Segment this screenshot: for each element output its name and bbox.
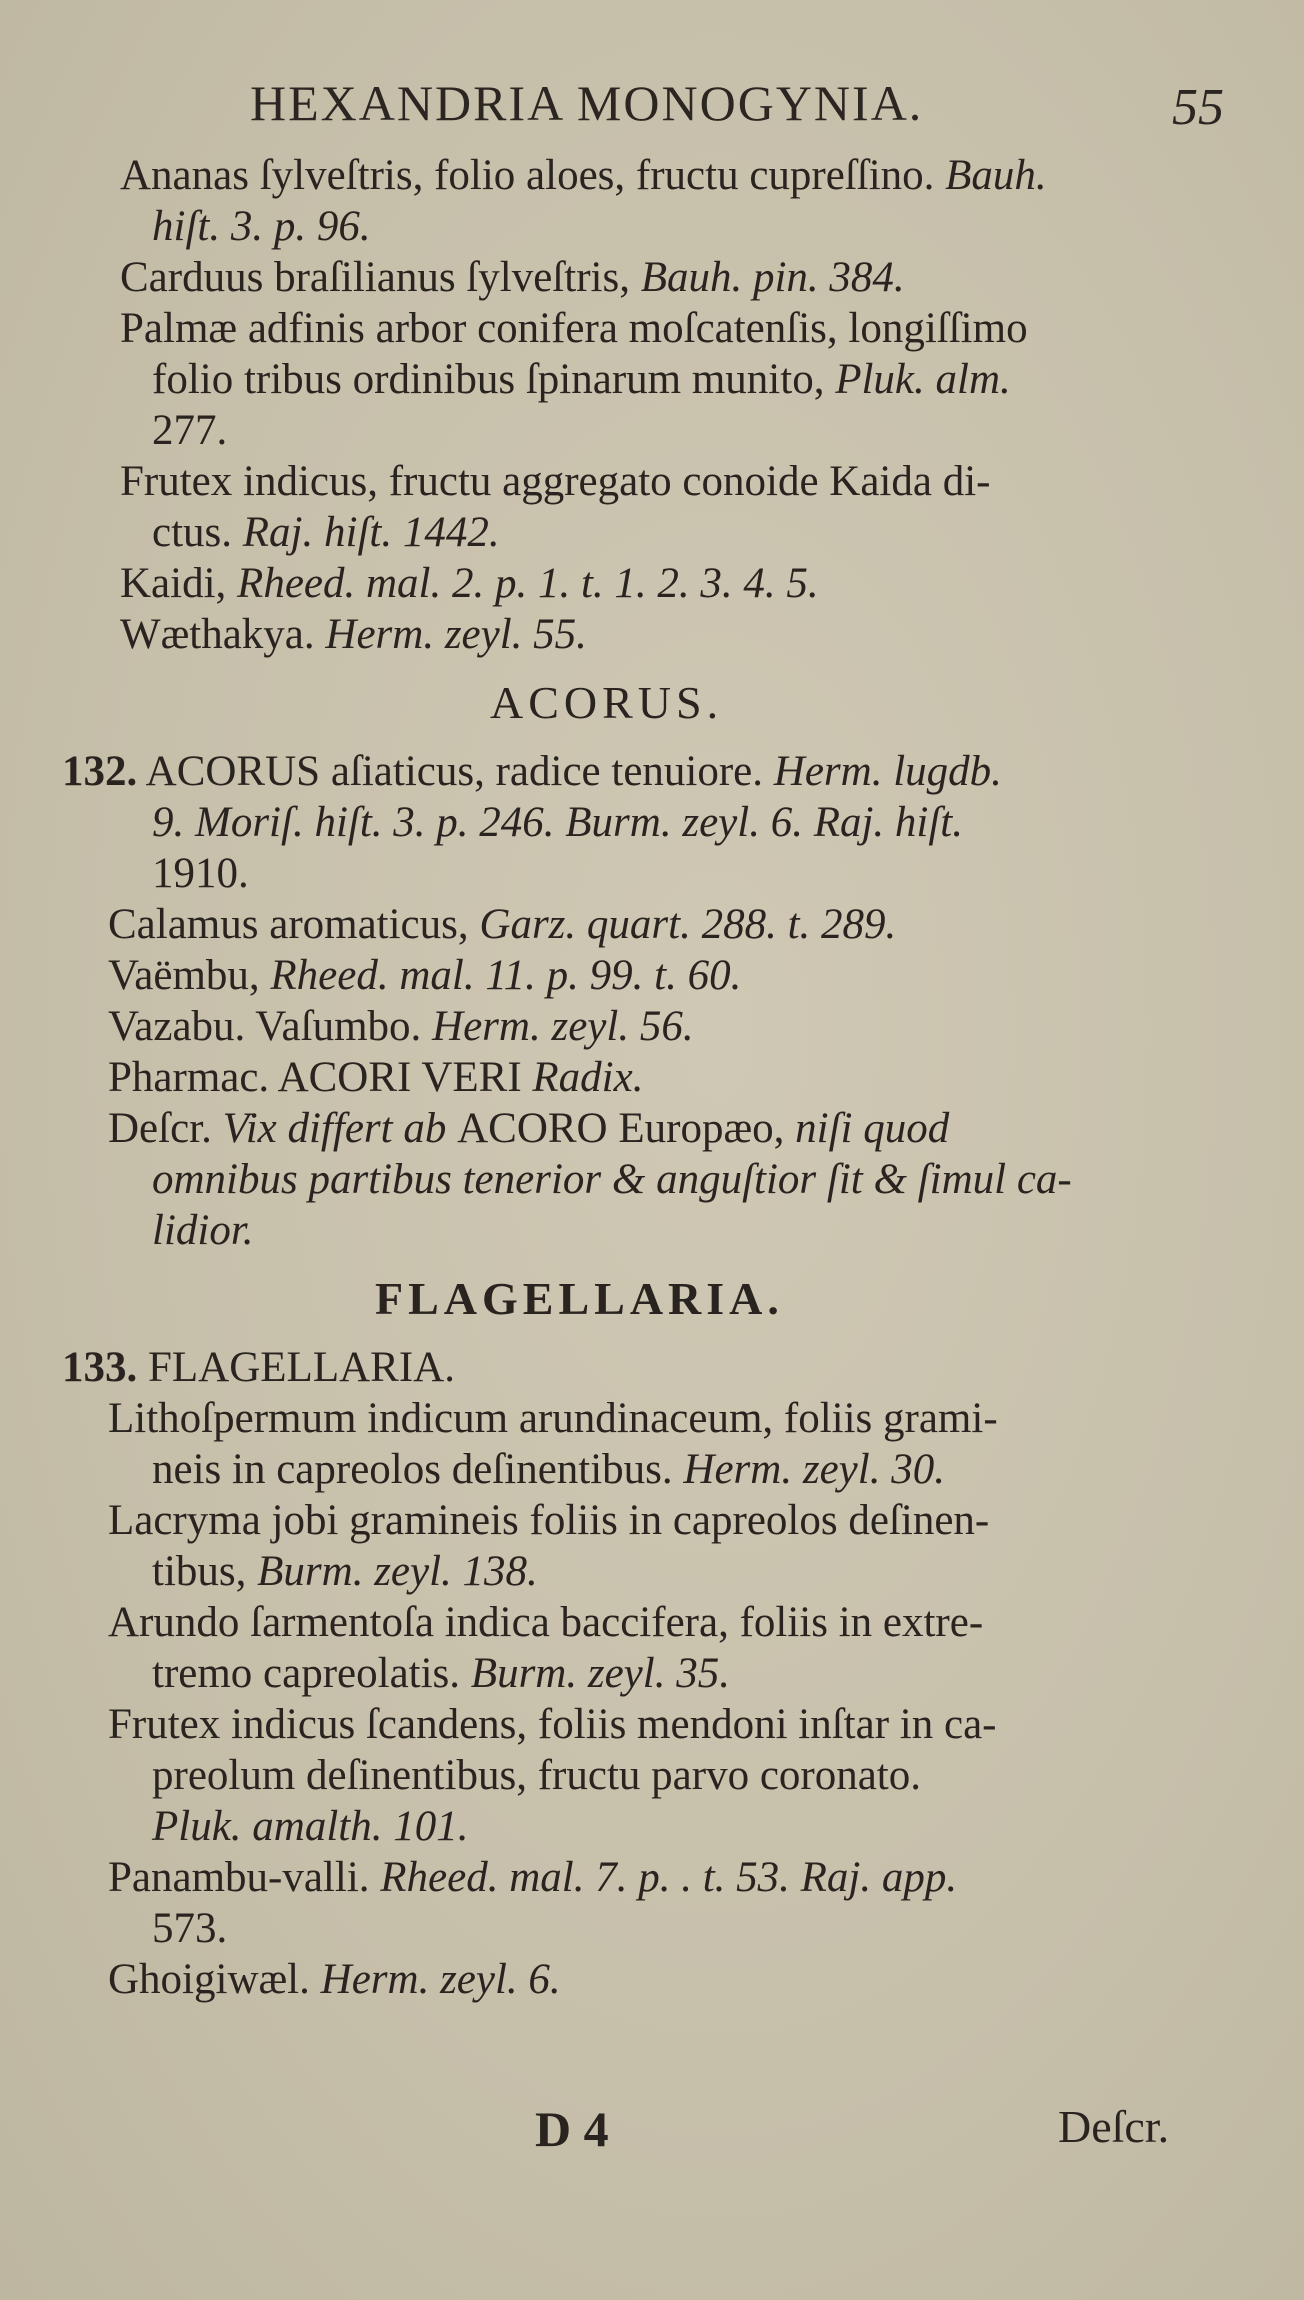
text-line (0, 1052, 1304, 1103)
line-text: 573. (152, 1905, 228, 1952)
page-number: 55 (1172, 79, 1224, 136)
acorus-entry (0, 746, 1304, 1256)
line-text: Kaidi, (120, 560, 238, 607)
page-body (0, 150, 1304, 2005)
text-line (0, 1852, 1304, 1903)
line-text: Frutex indicus ſcandens, foliis mendoni inſtar in ca- (108, 1701, 997, 1748)
catchword: Deſcr. (1058, 2101, 1170, 2152)
reference-text: Herm. zeyl. 56. (432, 1003, 694, 1050)
text-line (0, 507, 1304, 558)
text-line (0, 1342, 1304, 1393)
text-line (0, 456, 1304, 507)
reference-text: lidior. (152, 1207, 254, 1254)
line-text: preolum deſinentibus, fructu parvo coronato. (152, 1752, 922, 1799)
reference-text: Radix. (532, 1054, 644, 1101)
reference-text: Pluk. alm. (835, 356, 1011, 403)
reference-text: niſi quod (795, 1105, 950, 1152)
line-text: Lithoſpermum indicum arundinaceum, foliis grami- (108, 1395, 998, 1442)
text-line (0, 848, 1304, 899)
line-text: FLAGELLARIA. (148, 1344, 455, 1391)
text-line (0, 1495, 1304, 1546)
text-line (0, 252, 1304, 303)
reference-text: Burm. zeyl. 138. (257, 1548, 538, 1595)
running-title: HEXANDRIA MONOGYNIA. (250, 75, 924, 131)
line-text: Carduus braſilianus ſylveſtris, (120, 254, 641, 301)
line-text: 1910. (152, 850, 249, 897)
reference-text: Raj. hiſt. 1442. (242, 509, 500, 556)
text-line (0, 1903, 1304, 1954)
line-text: Pharmac. ACORI VERI (108, 1054, 533, 1101)
line-text: Ghoigiwæl. (108, 1956, 321, 2003)
reference-text: hiſt. 3. p. 96. (152, 203, 371, 250)
reference-text: Garz. quart. 288. t. 289. (479, 901, 897, 948)
line-text: folio tribus ordinibus ſpinarum munito, (152, 356, 836, 403)
reference-text: Herm. zeyl. 55. (325, 611, 587, 658)
text-line (0, 1444, 1304, 1495)
text-line (0, 609, 1304, 660)
line-text: Panambu-valli. (108, 1854, 381, 1901)
reference-text: Rheed. mal. 2. p. 1. t. 1. 2. 3. 4. 5. (237, 560, 819, 607)
text-line (0, 1750, 1304, 1801)
line-text: Frutex indicus, fructu aggregato conoide Kaida di- (120, 458, 991, 505)
text-line (0, 797, 1304, 848)
text-line (0, 558, 1304, 609)
line-text: ctus. (152, 509, 243, 556)
line-text: Arundo ſarmentoſa indica baccifera, foliis in extre- (108, 1599, 984, 1646)
text-line (0, 1648, 1304, 1699)
text-line (0, 150, 1304, 201)
text-line (0, 1546, 1304, 1597)
text-line (0, 1597, 1304, 1648)
line-text: Wæthakya. (120, 611, 326, 658)
reference-text: Herm. zeyl. 30. (683, 1446, 945, 1493)
text-line (0, 746, 1304, 797)
line-text: ACORO Europæo, (457, 1105, 796, 1152)
line-text: neis in capreolos deſinentibus. (152, 1446, 684, 1493)
text-line (0, 1001, 1304, 1052)
line-text: Vazabu. Vaſumbo. (108, 1003, 433, 1050)
text-line (0, 899, 1304, 950)
entry-number: 133. (62, 1344, 138, 1391)
entry-number: 132. (62, 748, 138, 795)
text-line (0, 1954, 1304, 2005)
line-text: ACORUS aſiaticus, radice tenuiore. (145, 748, 774, 795)
reference-text: Herm. zeyl. 6. (320, 1956, 561, 2003)
line-text: Palmæ adfinis arbor conifera moſcatenſis, longiſſimo (120, 305, 1028, 352)
line-text: 277. (152, 407, 228, 454)
line-text: tremo capreolatis. (152, 1650, 471, 1697)
reference-text: Vix differt ab (222, 1105, 458, 1152)
text-line (0, 354, 1304, 405)
page-footer (0, 2090, 1304, 2170)
reference-text: Pluk. amalth. 101. (152, 1803, 469, 1850)
line-text: Lacryma jobi gramineis foliis in capreolos deſinen- (108, 1497, 990, 1544)
text-line (0, 1801, 1304, 1852)
text-line (0, 1205, 1304, 1256)
reference-text: Bauh. (945, 152, 1047, 199)
text-line (0, 1699, 1304, 1750)
reference-text: Bauh. pin. 384. (640, 254, 905, 301)
flagellaria-entry (0, 1342, 1304, 2005)
text-line (0, 950, 1304, 1001)
line-text: Calamus aromaticus, (108, 901, 480, 948)
genus-heading-flagellaria: FLAGELLARIA. (375, 1273, 784, 1324)
line-text: Vaëmbu, (108, 952, 271, 999)
reference-text: 9. Moriſ. hiſt. 3. p. 246. Burm. zeyl. 6. Raj. hiſt. (152, 799, 963, 846)
reference-text: Herm. lugdb. (773, 748, 1002, 795)
text-line (0, 1393, 1304, 1444)
reference-text: omnibus partibus tenerior & anguſtior ſit & ſimul ca- (152, 1156, 1072, 1203)
reference-text: Rheed. mal. 11. p. 99. t. 60. (270, 952, 742, 999)
page-header (0, 62, 1304, 136)
text-line (0, 405, 1304, 456)
signature-mark: D 4 (535, 2101, 609, 2157)
reference-text: Burm. zeyl. 35. (470, 1650, 730, 1697)
text-line (0, 303, 1304, 354)
line-text: tibus, (152, 1548, 258, 1595)
genus-heading-acorus: ACORUS. (490, 677, 724, 728)
ananas-synonyms (0, 150, 1304, 660)
text-line (0, 1154, 1304, 1205)
line-text: Deſcr. (108, 1105, 223, 1152)
text-line (0, 1103, 1304, 1154)
line-text: Ananas ſylveſtris, folio aloes, fructu cupreſſino. (120, 152, 946, 199)
text-line (0, 201, 1304, 252)
reference-text: Rheed. mal. 7. p. . t. 53. Raj. app. (380, 1854, 958, 1901)
